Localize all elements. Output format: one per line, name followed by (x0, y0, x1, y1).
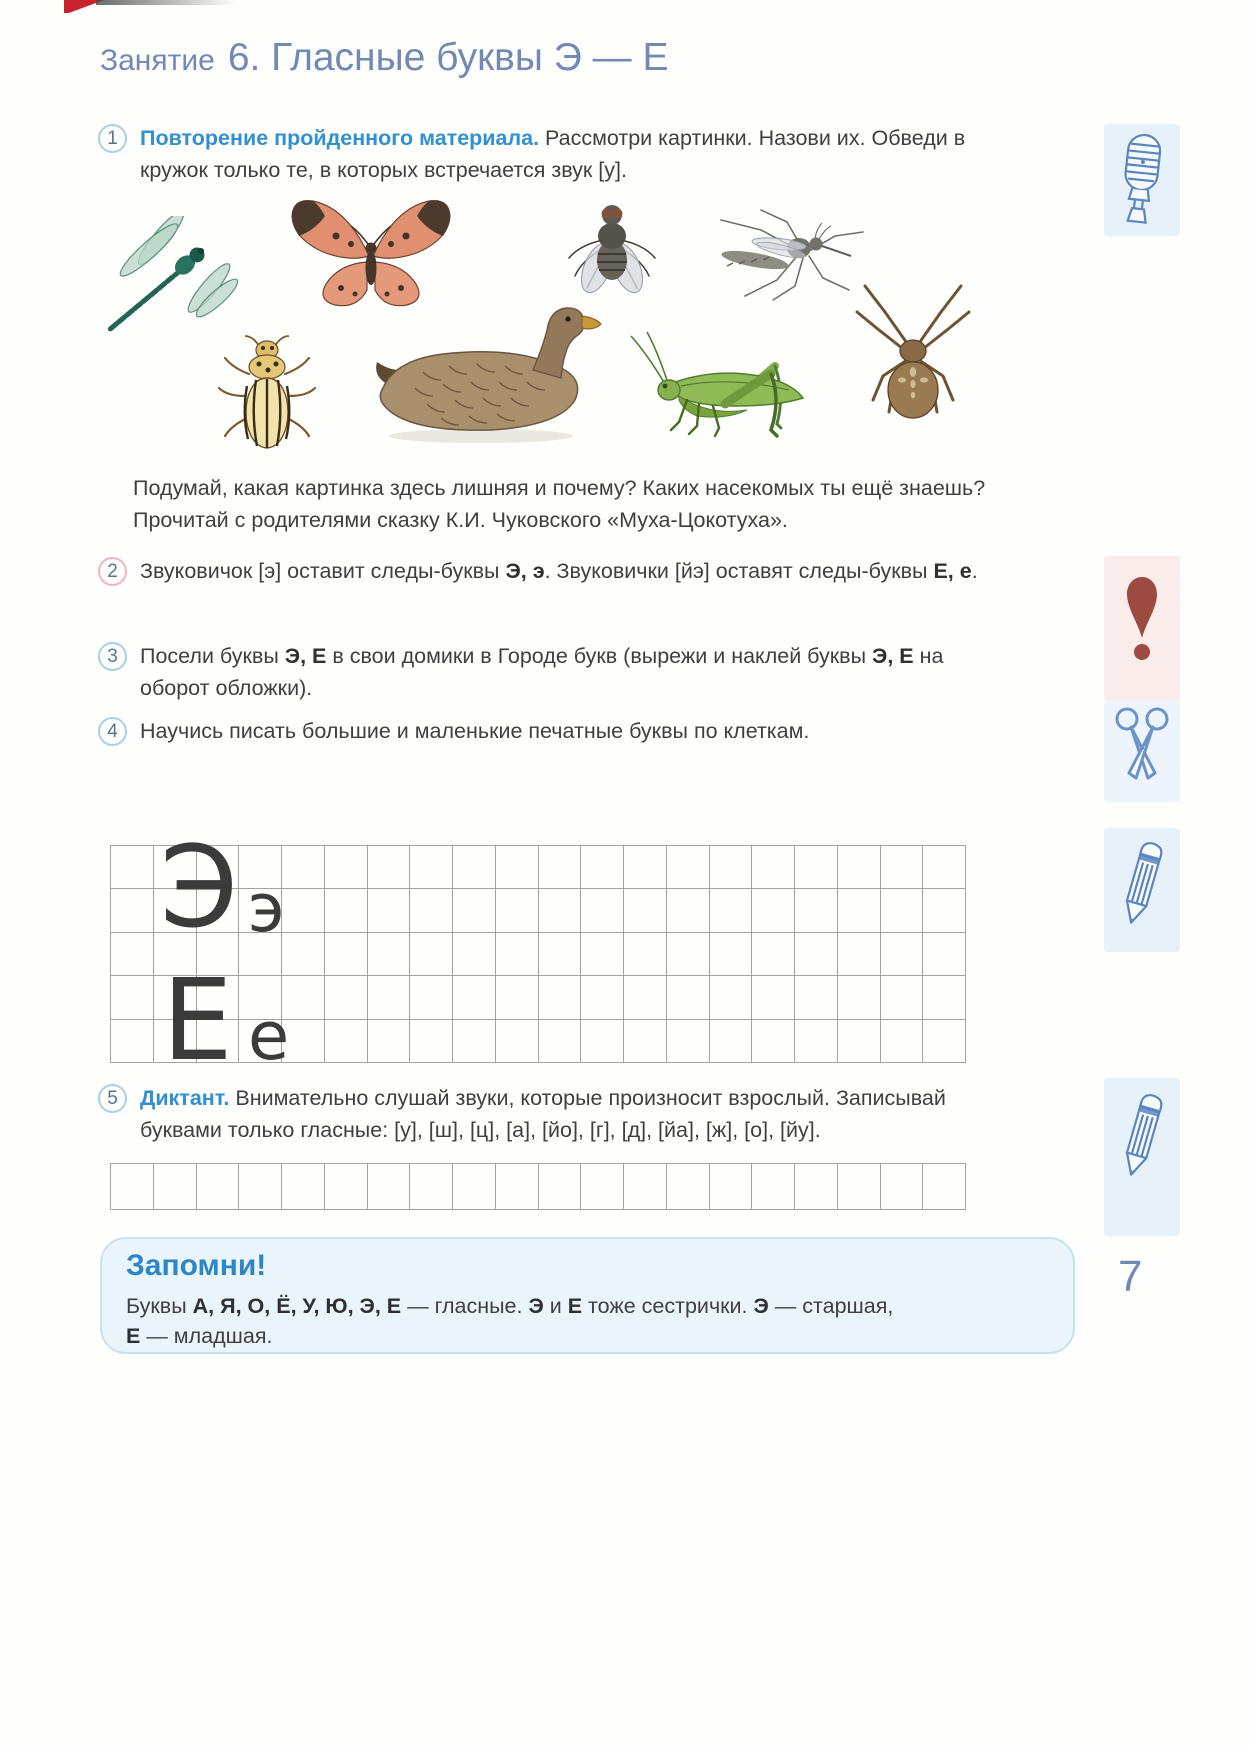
dictation-area (110, 1163, 966, 1210)
scan-shadow-artifact (96, 0, 236, 5)
grid-cell (881, 1020, 924, 1063)
task-5-text (140, 1083, 992, 1146)
pictures-panel (85, 188, 990, 473)
grid-cell (453, 846, 496, 889)
grid-cell (539, 976, 582, 1019)
lesson-title: 6. Гласные буквы Э — Е (227, 36, 669, 79)
lesson-label: Занятие (100, 44, 215, 77)
task-3-number-badge: 3 (98, 642, 127, 671)
grid-cell (325, 1020, 368, 1063)
grid-cell (838, 1164, 881, 1210)
task-3 (98, 641, 992, 704)
grid-cell (453, 933, 496, 976)
grid-cell (752, 846, 795, 889)
grasshopper-illustration (629, 324, 814, 459)
microphone-icon (1114, 132, 1170, 228)
grid-cell (838, 889, 881, 932)
grid-cell (325, 1164, 368, 1210)
remember-box (100, 1237, 1075, 1354)
exclamation-icon (1126, 576, 1158, 662)
task-2-text: Звуковичок [э] оставит следы-буквы Э, э. Звуковички [йэ] оставят следы-буквы Е, е. (140, 559, 978, 583)
grid-cell (368, 1020, 411, 1063)
sample-letter-capital-e-reversed: Э (160, 823, 239, 953)
grid-cell (581, 933, 624, 976)
task-5-body: Внимательно слушай звуки, которые произносит взрослый. Записывай буквами только гласные: [у], [ш], [ц], [а], [йо], [г], [д], [йа], [ж], [о], [йу]. (140, 1086, 946, 1142)
grid-cell (325, 976, 368, 1019)
grid-cell (368, 1164, 411, 1210)
writing-activity-strip (1104, 828, 1180, 952)
task-1 (98, 123, 992, 186)
grid-cell (410, 976, 453, 1019)
duck-illustration (363, 288, 603, 453)
pencil-icon (1119, 1086, 1165, 1180)
task-2-number-badge: 2 (98, 557, 127, 586)
dictation-grid (110, 1163, 966, 1210)
grid-cell (881, 933, 924, 976)
grid-cell (111, 846, 154, 889)
grid-cell (539, 846, 582, 889)
grid-cell (710, 976, 753, 1019)
grid-cell (410, 1164, 453, 1210)
grid-cell (154, 1164, 197, 1210)
task-2 (98, 556, 992, 588)
grid-cell (453, 1020, 496, 1063)
grid-cell (325, 889, 368, 932)
grid-cell (282, 889, 325, 932)
grid-cell (496, 976, 539, 1019)
grid-cell (667, 846, 710, 889)
page-title (100, 36, 669, 80)
grid-cell (795, 1020, 838, 1063)
grid-cell (795, 846, 838, 889)
grid-cell (667, 976, 710, 1019)
grid-cell (368, 889, 411, 932)
grid-cell (710, 889, 753, 932)
task-3-text: Посели буквы Э, Е в свои домики в Городе букв (вырежи и наклей буквы Э, Е на оборот обложки). (140, 644, 944, 700)
grid-cell (795, 976, 838, 1019)
grid-cell (581, 1020, 624, 1063)
grid-cell (539, 889, 582, 932)
mosquito-illustration (697, 204, 872, 304)
grid-cell (923, 846, 966, 889)
grid-cell (496, 846, 539, 889)
grid-cell (881, 1164, 924, 1210)
task-5-number-badge: 5 (98, 1084, 127, 1113)
task-1-number-badge: 1 (98, 124, 127, 153)
grid-cell (838, 933, 881, 976)
grid-cell (410, 933, 453, 976)
attention-strip (1104, 556, 1180, 702)
remember-title: Запомни! (126, 1249, 267, 1282)
grid-cell (752, 1020, 795, 1063)
grid-cell (667, 933, 710, 976)
task-4 (98, 716, 992, 748)
grid-cell (239, 1164, 282, 1210)
grid-cell (410, 846, 453, 889)
task-1-lead: Повторение пройденного материала. (140, 126, 540, 150)
grid-cell (111, 1164, 154, 1210)
grid-cell (624, 1020, 667, 1063)
grid-cell (923, 976, 966, 1019)
dragonfly-illustration (85, 216, 255, 346)
grid-cell (368, 846, 411, 889)
grid-cell (581, 976, 624, 1019)
grid-cell (410, 1020, 453, 1063)
task-1-body: Рассмотри картинки. Назови их. Обведи в кружок только те, в которых встречается звук [у]. (140, 126, 966, 182)
grid-cell (111, 1020, 154, 1063)
grid-cell (881, 976, 924, 1019)
task-1-text (140, 123, 992, 186)
grid-cell (923, 1164, 966, 1210)
remember-text-line-1: Буквы А, Я, О, Ё, У, Ю, Э, Е — гласные. Э и Е тоже сестрички. Э — старшая, (126, 1294, 894, 1318)
sample-letter-capital-e: Е (162, 956, 233, 1086)
think-paragraph: Подумай, какая картинка здесь лишняя и почему? Каких насекомых ты ещё знаешь? Прочитай с родителями сказку К.И. Чуковского «Муха-Цокотуха». (133, 476, 986, 532)
colorado-beetle-illustration (215, 334, 320, 454)
grid-cell (710, 1020, 753, 1063)
grid-cell (581, 889, 624, 932)
writing-practice-area (110, 823, 966, 1086)
grid-cell (539, 1020, 582, 1063)
grid-cell (923, 933, 966, 976)
grid-cell (325, 933, 368, 976)
spider-illustration (853, 254, 973, 439)
grid-cell (368, 976, 411, 1019)
grid-cell (111, 933, 154, 976)
grid-cell (496, 933, 539, 976)
grid-cell (710, 933, 753, 976)
grid-cell (282, 933, 325, 976)
grid-cell (667, 1164, 710, 1210)
writing-grid (110, 845, 966, 1063)
pencil-icon (1119, 834, 1165, 928)
fly-illustration (557, 196, 667, 301)
grid-cell (624, 1164, 667, 1210)
grid-cell (838, 976, 881, 1019)
speaking-activity-strip (1104, 124, 1180, 236)
grid-cell (752, 1164, 795, 1210)
remember-text-line-2: Е — младшая. (126, 1324, 273, 1348)
grid-cell (710, 846, 753, 889)
grid-cell (752, 889, 795, 932)
cutting-activity-strip (1104, 700, 1180, 802)
grid-cell (624, 933, 667, 976)
grid-cell (667, 1020, 710, 1063)
grid-cell (667, 889, 710, 932)
grid-cell (923, 1020, 966, 1063)
grid-cell (624, 889, 667, 932)
grid-cell (795, 1164, 838, 1210)
grid-cell (881, 889, 924, 932)
grid-cell (197, 1164, 240, 1210)
grid-cell (282, 1164, 325, 1210)
grid-cell (795, 889, 838, 932)
writing-activity-strip-2 (1104, 1078, 1180, 1236)
grid-cell (838, 1020, 881, 1063)
grid-cell (838, 846, 881, 889)
grid-cell (795, 933, 838, 976)
sample-letter-small-e-reversed: э (248, 869, 285, 947)
grid-cell (624, 976, 667, 1019)
grid-cell (581, 1164, 624, 1210)
grid-cell (496, 1164, 539, 1210)
grid-cell (752, 933, 795, 976)
grid-cell (881, 846, 924, 889)
grid-cell (752, 976, 795, 1019)
grid-cell (410, 889, 453, 932)
grid-cell (368, 933, 411, 976)
grid-cell (282, 846, 325, 889)
grid-cell (453, 889, 496, 932)
scissors-icon (1110, 706, 1174, 794)
grid-cell (111, 889, 154, 932)
grid-cell (453, 1164, 496, 1210)
grid-cell (496, 1020, 539, 1063)
task-5 (98, 1083, 992, 1146)
grid-cell (539, 933, 582, 976)
task-4-text: Научись писать большие и маленькие печатные буквы по клеткам. (140, 719, 810, 743)
sample-letter-small-e: е (248, 997, 290, 1075)
grid-cell (581, 846, 624, 889)
grid-cell (325, 846, 368, 889)
grid-cell (710, 1164, 753, 1210)
grid-cell (453, 976, 496, 1019)
grid-cell (539, 1164, 582, 1210)
task-5-lead: Диктант. (140, 1086, 230, 1110)
grid-cell (111, 976, 154, 1019)
grid-cell (923, 889, 966, 932)
grid-cell (624, 846, 667, 889)
page-number: 7 (1118, 1252, 1143, 1301)
grid-cell (496, 889, 539, 932)
task-4-number-badge: 4 (98, 717, 127, 746)
